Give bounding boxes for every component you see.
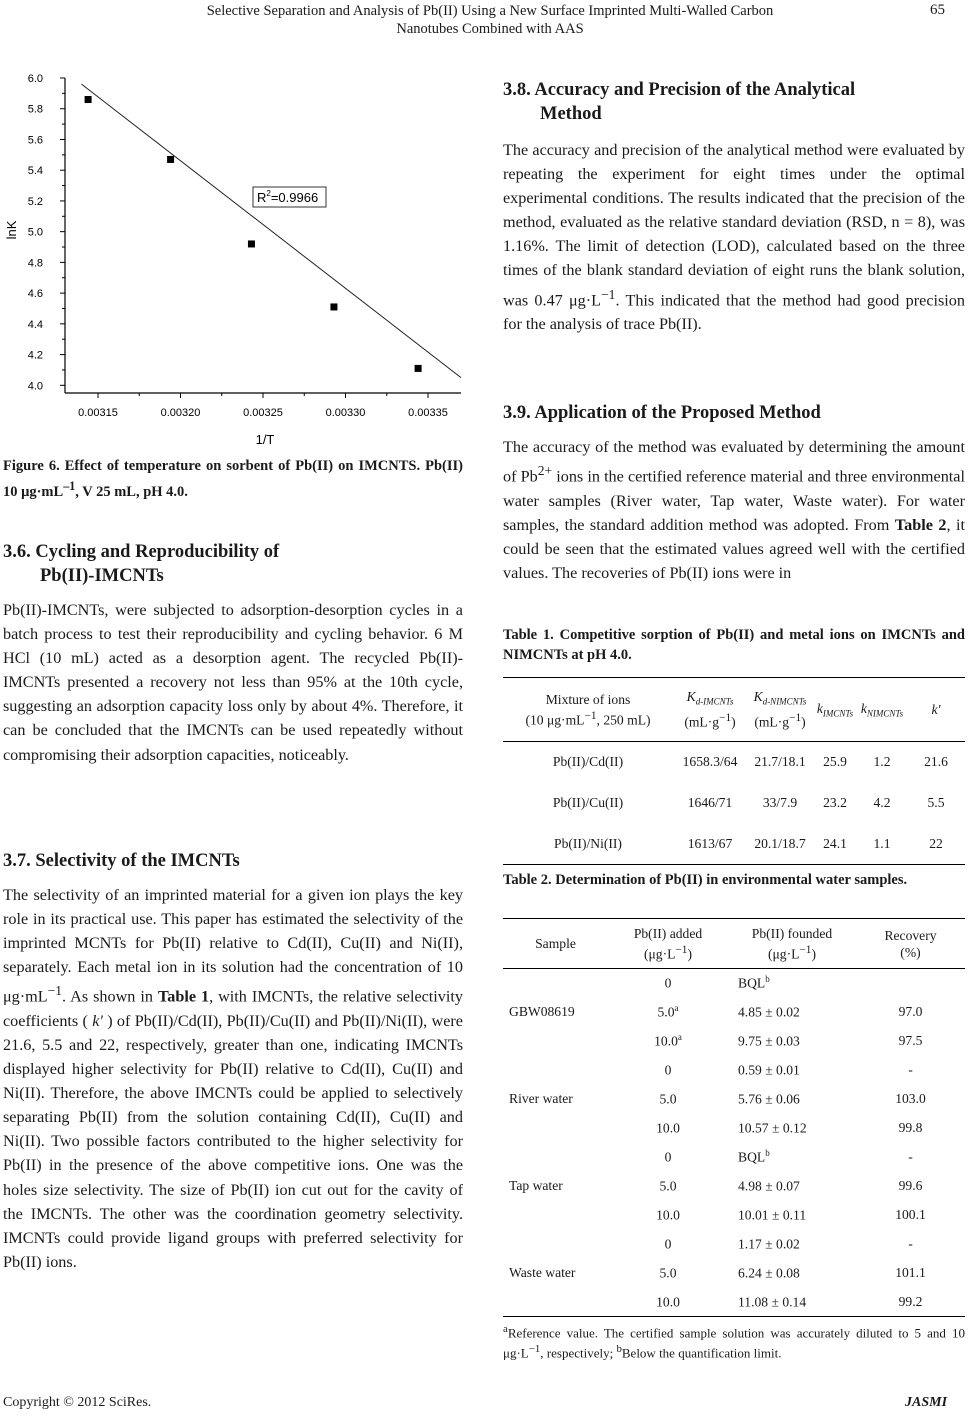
table-1-cell-kp: 22 (929, 835, 943, 851)
table-1 (503, 677, 965, 865)
table-2-caption: Table 2. Determination of Pb(II) in environmental water samples. (503, 872, 908, 888)
table-1-cell-kd1: 1613/67 (687, 835, 733, 851)
table-2-cell-found: 5.76 ± 0.06 (738, 1091, 800, 1107)
table-2-cell-added: 5.0$^a$ (657, 1003, 679, 1020)
table-2-cell-recovery: 99.6 (898, 1178, 923, 1193)
table-1-grid (503, 677, 965, 865)
x-ticks (78, 393, 448, 419)
y-tick-label: 5.2 (27, 195, 43, 208)
table-2-cell-recovery: 99.8 (898, 1120, 923, 1135)
section-3-6-heading: 3.6. Cycling and Reproducibility of Pb(II)-IMCNTs (3, 542, 280, 586)
table-2-header-row (503, 919, 965, 969)
y-tick-label: 4.8 (27, 257, 43, 270)
table-2-cell-added: 5.0 (659, 1265, 677, 1281)
table-2-cell-recovery: 99.2 (898, 1293, 923, 1309)
table-2-cell-added: 0 (664, 1062, 672, 1078)
fit-line (82, 84, 462, 377)
data-point (330, 303, 337, 310)
table-2-header-recovery: Recovery (%) (884, 927, 937, 960)
table-1-cell-kp: 5.5 (927, 795, 945, 810)
table-2-cell-recovery (856, 969, 965, 998)
table-2-row (503, 1056, 965, 1085)
table-2-cell-found: 4.85 ± 0.02 (738, 1004, 800, 1020)
table-1-cell-kd2: 20.1/18.7 (754, 835, 806, 851)
table-2-cell-found: 10.57 ± 0.12 (738, 1120, 807, 1136)
table-1-header-kd-nimcnts: $K_{d-NIMCNTs}$ $(mL\cdot g^{-1})$ (753, 688, 807, 730)
table-1-cell-k1: 24.1 (823, 835, 847, 851)
x-tick-label: 0.00330 (325, 407, 366, 419)
table-1-row (503, 742, 965, 783)
section-3-6 (3, 540, 463, 767)
x-tick-label: 0.00335 (408, 407, 448, 419)
table-2-body (503, 969, 965, 1317)
table-1-header-mixture: Mixture of ions (10 $\mu g\cdot mL^{-1}$, 250 mL) (525, 691, 651, 728)
x-axis-label: 1/T (255, 432, 275, 447)
table-2-cell-added: 10.0 (656, 1120, 680, 1136)
y-axis-label: lnK (4, 220, 19, 240)
header-line-2: Nanotubes Combined with AAS (396, 21, 584, 37)
y-tick-label: 4.0 (27, 380, 43, 393)
table-2-cell-added: 0 (664, 976, 672, 992)
table-2-cell-found: 9.75 ± 0.03 (738, 1033, 800, 1049)
running-header (110, 2, 870, 38)
table-2-cell-added: 0 (664, 1149, 672, 1165)
table-1-body (503, 742, 965, 865)
table-2-cell-recovery: 100.1 (895, 1207, 926, 1222)
copyright-footer: Copyright © 2012 SciRes. (3, 1395, 152, 1410)
data-point (415, 365, 422, 372)
table-2-cell-found: 10.01 ± 0.11 (738, 1207, 807, 1223)
section-3-7 (3, 849, 463, 1274)
table-2-cell-recovery: 97.5 (898, 1033, 923, 1048)
table-1-cell-kd1: 1658.3/64 (682, 754, 738, 770)
table-1-header-k-imcnts: $k_{IMCNTs}$ (816, 700, 854, 719)
y-tick-label: 4.2 (27, 349, 43, 362)
section-3-8-heading: 3.8. Accuracy and Precision of the Analytical Method (503, 80, 856, 124)
table-1-cell-mix: Pb(II)/Ni(II) (554, 835, 622, 851)
section-3-8-text: The accuracy and precision of the analytical method were evaluated by repeating the experiment for eight times under the optimal experimental conditions. The results indicated that the precision of the method, evaluated as the relative standard deviation (RSD, n = 8), was 1.16%. The limit of detection (LOD), calculated based on the three times of the blank standard deviation of eight runs the blank solution, was 0.47 $\mu g\cdot L^{-1}$. This indicated that the method had good precision for the analysis of trace Pb(II). (503, 141, 965, 334)
table-2-cell-added: 10.0 (656, 1207, 680, 1223)
table-1-cell-k2: 4.2 (873, 795, 891, 810)
table-1-cell-kd2: 21.7/18.1 (754, 754, 806, 770)
table-1-cell-kd1: 1646/71 (687, 795, 733, 810)
table-1-cell-kp: 21.6 (924, 754, 948, 770)
table-2-header-sample: Sample (535, 935, 576, 951)
table-2-cell-recovery: 103.0 (895, 1091, 926, 1106)
figure-6-caption: Figure 6. Effect of temperature on sorbent of Pb(II) on IMCNTS. Pb(II) 10 $\mu g\cdot mL^{-1}$, V 25 mL, pH 4.0. (3, 458, 463, 500)
y-tick-label: 6.0 (27, 73, 43, 85)
figure-6 (3, 68, 463, 458)
table-2-cell-sample: GBW08619 (509, 1004, 575, 1020)
table-2-cell-sample: Waste water (509, 1264, 576, 1280)
data-point (85, 96, 92, 103)
y-ticks (28, 73, 65, 392)
table-2-cell-recovery: - (908, 1149, 913, 1164)
table-1-cell-mix: Pb(II)/Cd(II) (552, 754, 624, 770)
table-2-cell-added: 5.0 (659, 1091, 677, 1107)
table-2-grid (503, 918, 965, 1317)
section-3-7-heading: 3.7. Selectivity of the IMCNTs (3, 851, 240, 871)
section-3-9-text: The accuracy of the method was evaluated by determining the amount of $Pb^{2+}$ ions in the certified reference material and three environmental water samples (River water, Tap water, Waste water). For water samples, the standard addition method was adopted. From Table 2, it could be seen that the estimated values agreed well with the certified values. The recoveries of Pb(II) ions were in (503, 438, 966, 582)
y-tick-label: 5.8 (27, 103, 43, 116)
table-2-cell-sample: Tap water (509, 1178, 563, 1193)
table-2-cell-sample: River water (509, 1091, 573, 1106)
table-2-cell-found: 6.24 ± 0.08 (738, 1265, 800, 1281)
table-1-header-k-nimcnts: $k_{NIMCNTs}$ (860, 700, 904, 719)
table-1-cell-k1: 25.9 (823, 754, 847, 770)
table-2-cell-found: 0.59 ± 0.01 (738, 1062, 800, 1078)
table-1-cell-kd2: 33/7.9 (762, 795, 798, 810)
y-tick-label: 5.0 (27, 226, 43, 239)
table-2-cell-found: 4.98 ± 0.07 (738, 1178, 800, 1194)
data-points (85, 96, 422, 372)
x-tick-label: 0.00320 (160, 407, 201, 419)
table-2-cell-recovery: 97.0 (898, 1004, 923, 1019)
table-1-row (503, 783, 965, 824)
lnk-vs-inverse-temperature-chart (3, 68, 463, 453)
y-tick-label: 4.4 (27, 318, 43, 331)
table-2-cell-found: BQL$^b$ (738, 974, 770, 992)
table-1-cell-mix: Pb(II)/Cu(II) (552, 795, 624, 810)
x-tick-label: 0.00325 (243, 407, 283, 419)
table-2-cell-found: BQL$^b$ (738, 1148, 770, 1165)
page-number: 65 (930, 2, 945, 18)
y-tick-label: 5.4 (27, 165, 43, 178)
table-2-cell-added: 0 (664, 1236, 672, 1252)
table-2-cell-added: 10.0 (656, 1294, 680, 1310)
table-2-cell-found: 1.17 ± 0.02 (738, 1236, 800, 1252)
table-2 (503, 918, 965, 1317)
table-1-caption: Table 1. Competitive sorption of Pb(II) and metal ions on IMCNTs and NIMCNTs at pH 4.0. (503, 627, 965, 663)
section-3-7-text: The selectivity of an imprinted material for a given ion plays the key role in its practical use. This paper has estimated the selectivity of the imprinted MCNTs for Pb(II) relative to Cd(II), Cu(II) and Ni(II), separately. Each metal ion in its solution had the concentration of 10 $\mu g\cdot mL^{-1}$. As shown in Table 1, with IMCNTs, the relative selectivity coefficients ( k' ) of Pb(II)/Cd(II), Pb(II)/Cu(II) and Pb(II)/Ni(II), were 21.6, 5.5 and 22, respectively, greater than one, indicating IMCNTs displayed higher selectivity for Pb(II) relative to Cd(II), Cu(II) and Ni(II). Therefore, the above IMCNTs could be applied to selectively separating Pb(II) from the solution containing Cd(II), Cu(II) and Ni(II). Two possible factors contributed to the higher selectivity for Pb(II) in the presence of the above competitive ions. One was the holes size selectivity. The size of Pb(II) ion cut out for the cavity of the IMCNTs. The other was the coordination geometry selectivity. IMCNTs could provide ligand groups with preferred selectivity for Pb(II) ions. (3, 886, 463, 1271)
table-2-header-added: Pb(II) added $(\mu g\cdot L^{-1})$ (633, 925, 703, 962)
journal-name: JASMI (905, 1395, 948, 1410)
table-1-row (503, 824, 965, 865)
table-2-cell-found: 11.08 ± 0.14 (738, 1294, 807, 1310)
header-line-1: Selective Separation and Analysis of Pb(II) Using a New Surface Imprinted Multi-Walled Carbon (206, 3, 774, 19)
table-1-cell-k2: 1.1 (873, 835, 891, 851)
table-1-header-row (503, 678, 965, 742)
section-3-9 (503, 401, 965, 585)
y-tick-label: 4.6 (27, 288, 43, 301)
table-1-cell-k1: 23.2 (823, 795, 847, 810)
data-point (167, 156, 174, 163)
data-point (248, 240, 255, 247)
table-2-header-found: Pb(II) founded $(\mu g\cdot L^{-1})$ (751, 925, 833, 962)
table-2-cell-added: 10.0$^a$ (654, 1032, 682, 1049)
table-2-cell-recovery: - (908, 1062, 913, 1077)
x-tick-label: 0.00315 (78, 407, 118, 419)
section-3-6-text: Pb(II)-IMCNTs, were subjected to adsorption-desorption cycles in a batch process to test their reproducibility and cycling behavior. 6 M HCl (10 mL) acted as a desorption agent. The recycled Pb(II)-IMCNTs presented a recovery not less than 95% at the 10th cycle, suggesting an adsorption capacity loss only by about 4%. Therefore, it can be concluded that the IMCNTs can be used repeatedly without compromising their adsorption capacities, noticeably. (3, 601, 463, 764)
table-2-cell-added: 5.0 (659, 1178, 677, 1194)
table-2-cell-recovery: - (908, 1236, 913, 1251)
section-3-8 (503, 78, 965, 336)
table-2-row (503, 1143, 965, 1172)
y-tick-label: 5.6 (27, 134, 43, 147)
table-2-row (503, 1230, 965, 1259)
table-2-row (503, 969, 965, 998)
r-squared-annotation: $R^2=0.9966$ (257, 189, 319, 205)
table-2-footnote: $^a$Reference value. The certified sample solution was accurately diluted to 5 and 10 $\mu g\cdot L^{-1}$, respectively; $^b$Below the quantification limit. (503, 1323, 965, 1361)
table-1-header-k-prime: k' (931, 701, 941, 717)
table-1-cell-k2: 1.2 (873, 754, 891, 770)
table-2-cell-recovery: 101.1 (895, 1265, 926, 1280)
section-3-9-heading: 3.9. Application of the Proposed Method (503, 403, 821, 423)
table-1-header-kd-imcnts: $K_{d-IMCNTs}$ $(mL\cdot g^{-1})$ (684, 688, 736, 730)
